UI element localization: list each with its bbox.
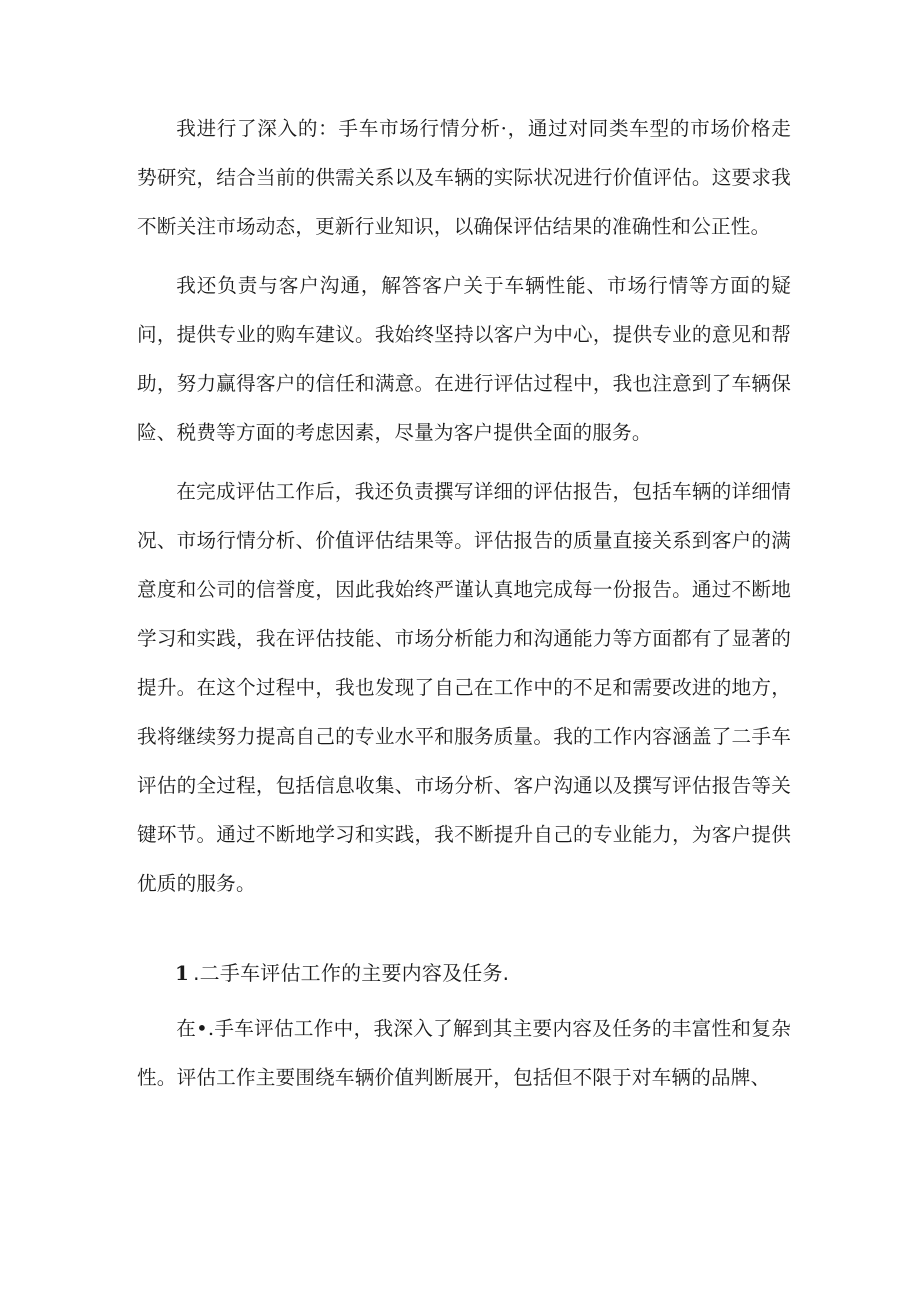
paragraph-market-analysis: 我进行了深入的：手车市场行情分析·，通过对同类车型的市场价格走势研究，结合当前的供需关系以及车辆的实际状况进行价值评估。这要求我不断关注市场动态，更新行业知识，以确保评估结果的准确性和公正性。 — [137, 117, 791, 238]
section-number: 1 — [175, 961, 190, 985]
paragraph-evaluation-report: 在完成评估工作后，我还负责撰写详细的评估报告，包括车辆的详细情况、市场行情分析、价值评估结果等。评估报告的质量直接关系到客户的满意度和公司的信誉度，因此我始终严谨认真地完成每一份报告。通过不断地学习和实践，我在评估技能、市场分析能力和沟通能力等方面都有了显著的提升。在这个过程中，我也发现了自己在工作中的不足和需要改进的地方，我将继续努力提高自己的专业水平和服务质量。我的工作内容涵盖了二手车评估的全过程，包括信息收集、市场分析、客户沟通以及撰写评估报告等关键环节。通过不断地学习和实践，我不断提升自己的专业能力，为客户提供优质的服务。 — [137, 480, 791, 895]
section-title: .二手车评估工作的主要内容及任务. — [193, 961, 510, 985]
paragraph-customer-communication: 我还负责与客户沟通，解答客户关于车辆性能、市场行情等方面的疑问，提供专业的购车建议。我始终坚持以客户为中心，提供专业的意见和帮助，努力赢得客户的信任和满意。在进行评估过程中，我也注意到了车辆保险、税费等方面的考虑因素，尽量为客户提供全面的服务。 — [137, 274, 791, 444]
document-body — [137, 104, 791, 1102]
paragraph-main-content: 在•.手车评估工作中，我深入了解到其主要内容及任务的丰富性和复杂性。评估工作主要围绕车辆价值判断展开，包括但不限于对车辆的品牌、 — [137, 1017, 791, 1089]
section-heading — [137, 949, 791, 998]
